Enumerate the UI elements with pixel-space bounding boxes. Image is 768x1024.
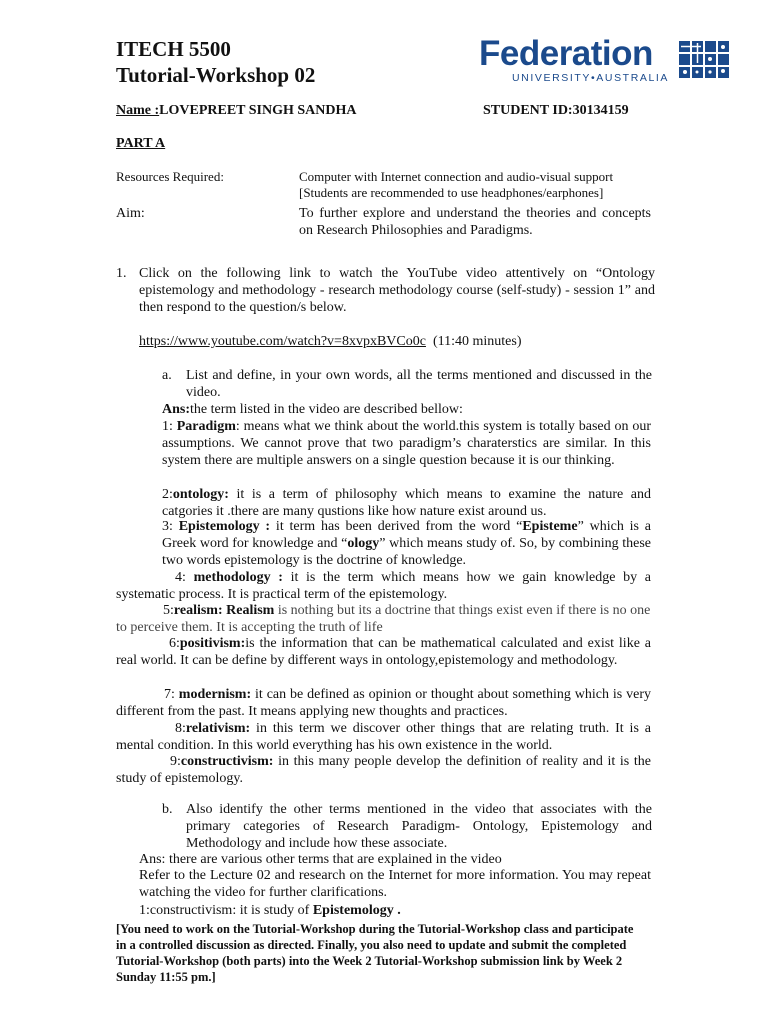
course-code: ITECH 5500 (116, 37, 231, 61)
part-a-heading: PART A (116, 136, 166, 151)
term-methodology (116, 569, 651, 603)
video-link-line (139, 333, 521, 350)
term-paradigm (162, 418, 651, 469)
qb-letter: b. (162, 802, 173, 817)
term-definition: it is the term which means how we gain knowledge by a systematic process. It is practical term of the epistemology. (116, 570, 651, 602)
video-duration: (11:40 minutes) (432, 334, 522, 349)
qa-letter: a. (162, 368, 172, 383)
term-name: realism: Realism (173, 603, 275, 618)
flag-crest-icon (679, 41, 729, 79)
resources-text (299, 169, 659, 201)
c1-bold: Epistemology . (312, 903, 401, 918)
youtube-link[interactable]: https://www.youtube.com/watch?v=8xvpxBVCo0c (139, 334, 426, 349)
term-name: methodology : (193, 570, 283, 585)
term-relativism (116, 720, 651, 754)
term-name: modernism: (178, 687, 252, 702)
term-number: 6: (169, 636, 180, 651)
term-name: Paradigm (176, 419, 236, 434)
term-number: 2: (162, 487, 173, 502)
term-constructivism (116, 753, 651, 787)
term-definition: ” which means study of. So, by combining these two words epistemology is the doctrine of knowledge. (162, 536, 651, 568)
term-name: ontology: (172, 487, 229, 502)
qb-constructivism (139, 902, 401, 919)
qa-answer-intro (162, 401, 463, 418)
logo-wordmark: Federation (479, 34, 653, 73)
aim-label: Aim: (116, 206, 145, 221)
term-number: 9: (170, 754, 181, 769)
term-modernism (116, 686, 651, 720)
student-name: LOVEPREET SINGH SANDHA (159, 103, 357, 118)
term-number: 5: (163, 603, 174, 618)
q1-text: Click on the following link to watch the YouTube video attentively on “Ontology epistemology and methodology - research methodology course (self-study) - session 1” and then respond to the question/s below. (139, 266, 655, 315)
term-emphasis: ology (347, 536, 380, 551)
term-definition: it is a term of philosophy which means to examine the nature and catgories it .there are many qustions like how nature exist around us. (162, 487, 651, 519)
logo-subtitle: UNIVERSITY•AUSTRALIA (512, 72, 670, 84)
term-ontology (162, 486, 651, 520)
term-positivism (116, 635, 651, 669)
term-number: 8: (175, 721, 186, 736)
aim-text: To further explore and understand the theories and concepts on Research Philosophies and Paradigms. (299, 206, 651, 238)
term-definition: is nothing but its a doctrine that things exist even if there is no one to perceive them. It is accepting the truth of life (116, 603, 651, 635)
student-id: 30134159 (572, 103, 629, 118)
term-name: constructivism: (180, 754, 274, 769)
term-definition: it can be defined as opinion or thought about something which is very different from the past. It means applying new thoughts and practices. (116, 687, 651, 719)
workshop-title: Tutorial-Workshop 02 (116, 63, 316, 87)
resources-line-2: [Students are recommended to use headphones/earphones] (299, 185, 604, 200)
term-number: 7: (164, 687, 179, 702)
student-id-label: STUDENT ID: (483, 103, 573, 118)
ans-text: the term listed in the video are described bellow: (190, 402, 463, 417)
submission-note: [You need to work on the Tutorial-Workshop during the Tutorial-Workshop class and participate in a controlled discussion as directed. Finally, you also need to update and submit the completed Tutorial-Workshop (both parts) into the Week 2 Tutorial-Workshop submission link by Week 2 Sunday 11:55 pm.] (116, 922, 634, 984)
term-definition: in this term we discover other things that are relating truth. It is a mental condition. In this world everything has his own existence in the world. (116, 721, 651, 753)
qb-answer: Ans: there are various other terms that are explained in the video (139, 852, 502, 867)
term-number: 4: (175, 570, 194, 585)
name-label: Name : (116, 103, 160, 118)
resources-label: Resources Required: (116, 169, 224, 184)
term-definition: : means what we think about the world.this system is totally based on our assumptions. We cannot prove that two paradigm’s charaterstics are similar. In this system there are multiple answers on a single question because it is our thinking. (162, 419, 652, 468)
student-id-line (483, 103, 629, 119)
qa-text: List and define, in your own words, all the terms mentioned and discussed in the video. (186, 368, 652, 400)
term-definition: in this many people develop the definition of reality and it is the study of epistemology. (116, 754, 651, 786)
resources-line-1: Computer with Internet connection and audio-visual support (299, 169, 614, 184)
qb-refer: Refer to the Lecture 02 and research on the Internet for more information. You may repeat watching the video for further clarifications. (139, 868, 651, 900)
term-realism (116, 602, 651, 636)
term-name: positivism: (179, 636, 246, 651)
term-name: relativism: (185, 721, 251, 736)
q1-number: 1. (116, 266, 127, 281)
federation-logo (479, 34, 735, 84)
qb-text: Also identify the other terms mentioned in the video that associates with the primary categories of Research Paradigm- Ontology, Epistemology and Methodology and include how these associate. (186, 802, 652, 851)
term-definition: it term has been derived from the word “ (270, 519, 523, 534)
student-name-line (116, 103, 357, 119)
term-emphasis: Episteme (522, 519, 578, 534)
term-number: 3: (162, 519, 179, 534)
term-definition: ” which is a Greek word for knowledge and “ (162, 519, 652, 551)
c1-text: 1:constructivism: it is study of (139, 903, 313, 918)
term-epistemology (162, 518, 651, 569)
ans-label: Ans: (162, 402, 191, 417)
term-definition: is the information that can be mathematical calculated and exist like a real world. It can be define by different ways in ontology,epistemology and methodology. (116, 636, 651, 668)
term-number: 1: (162, 419, 177, 434)
term-name: Epistemology : (178, 519, 271, 534)
